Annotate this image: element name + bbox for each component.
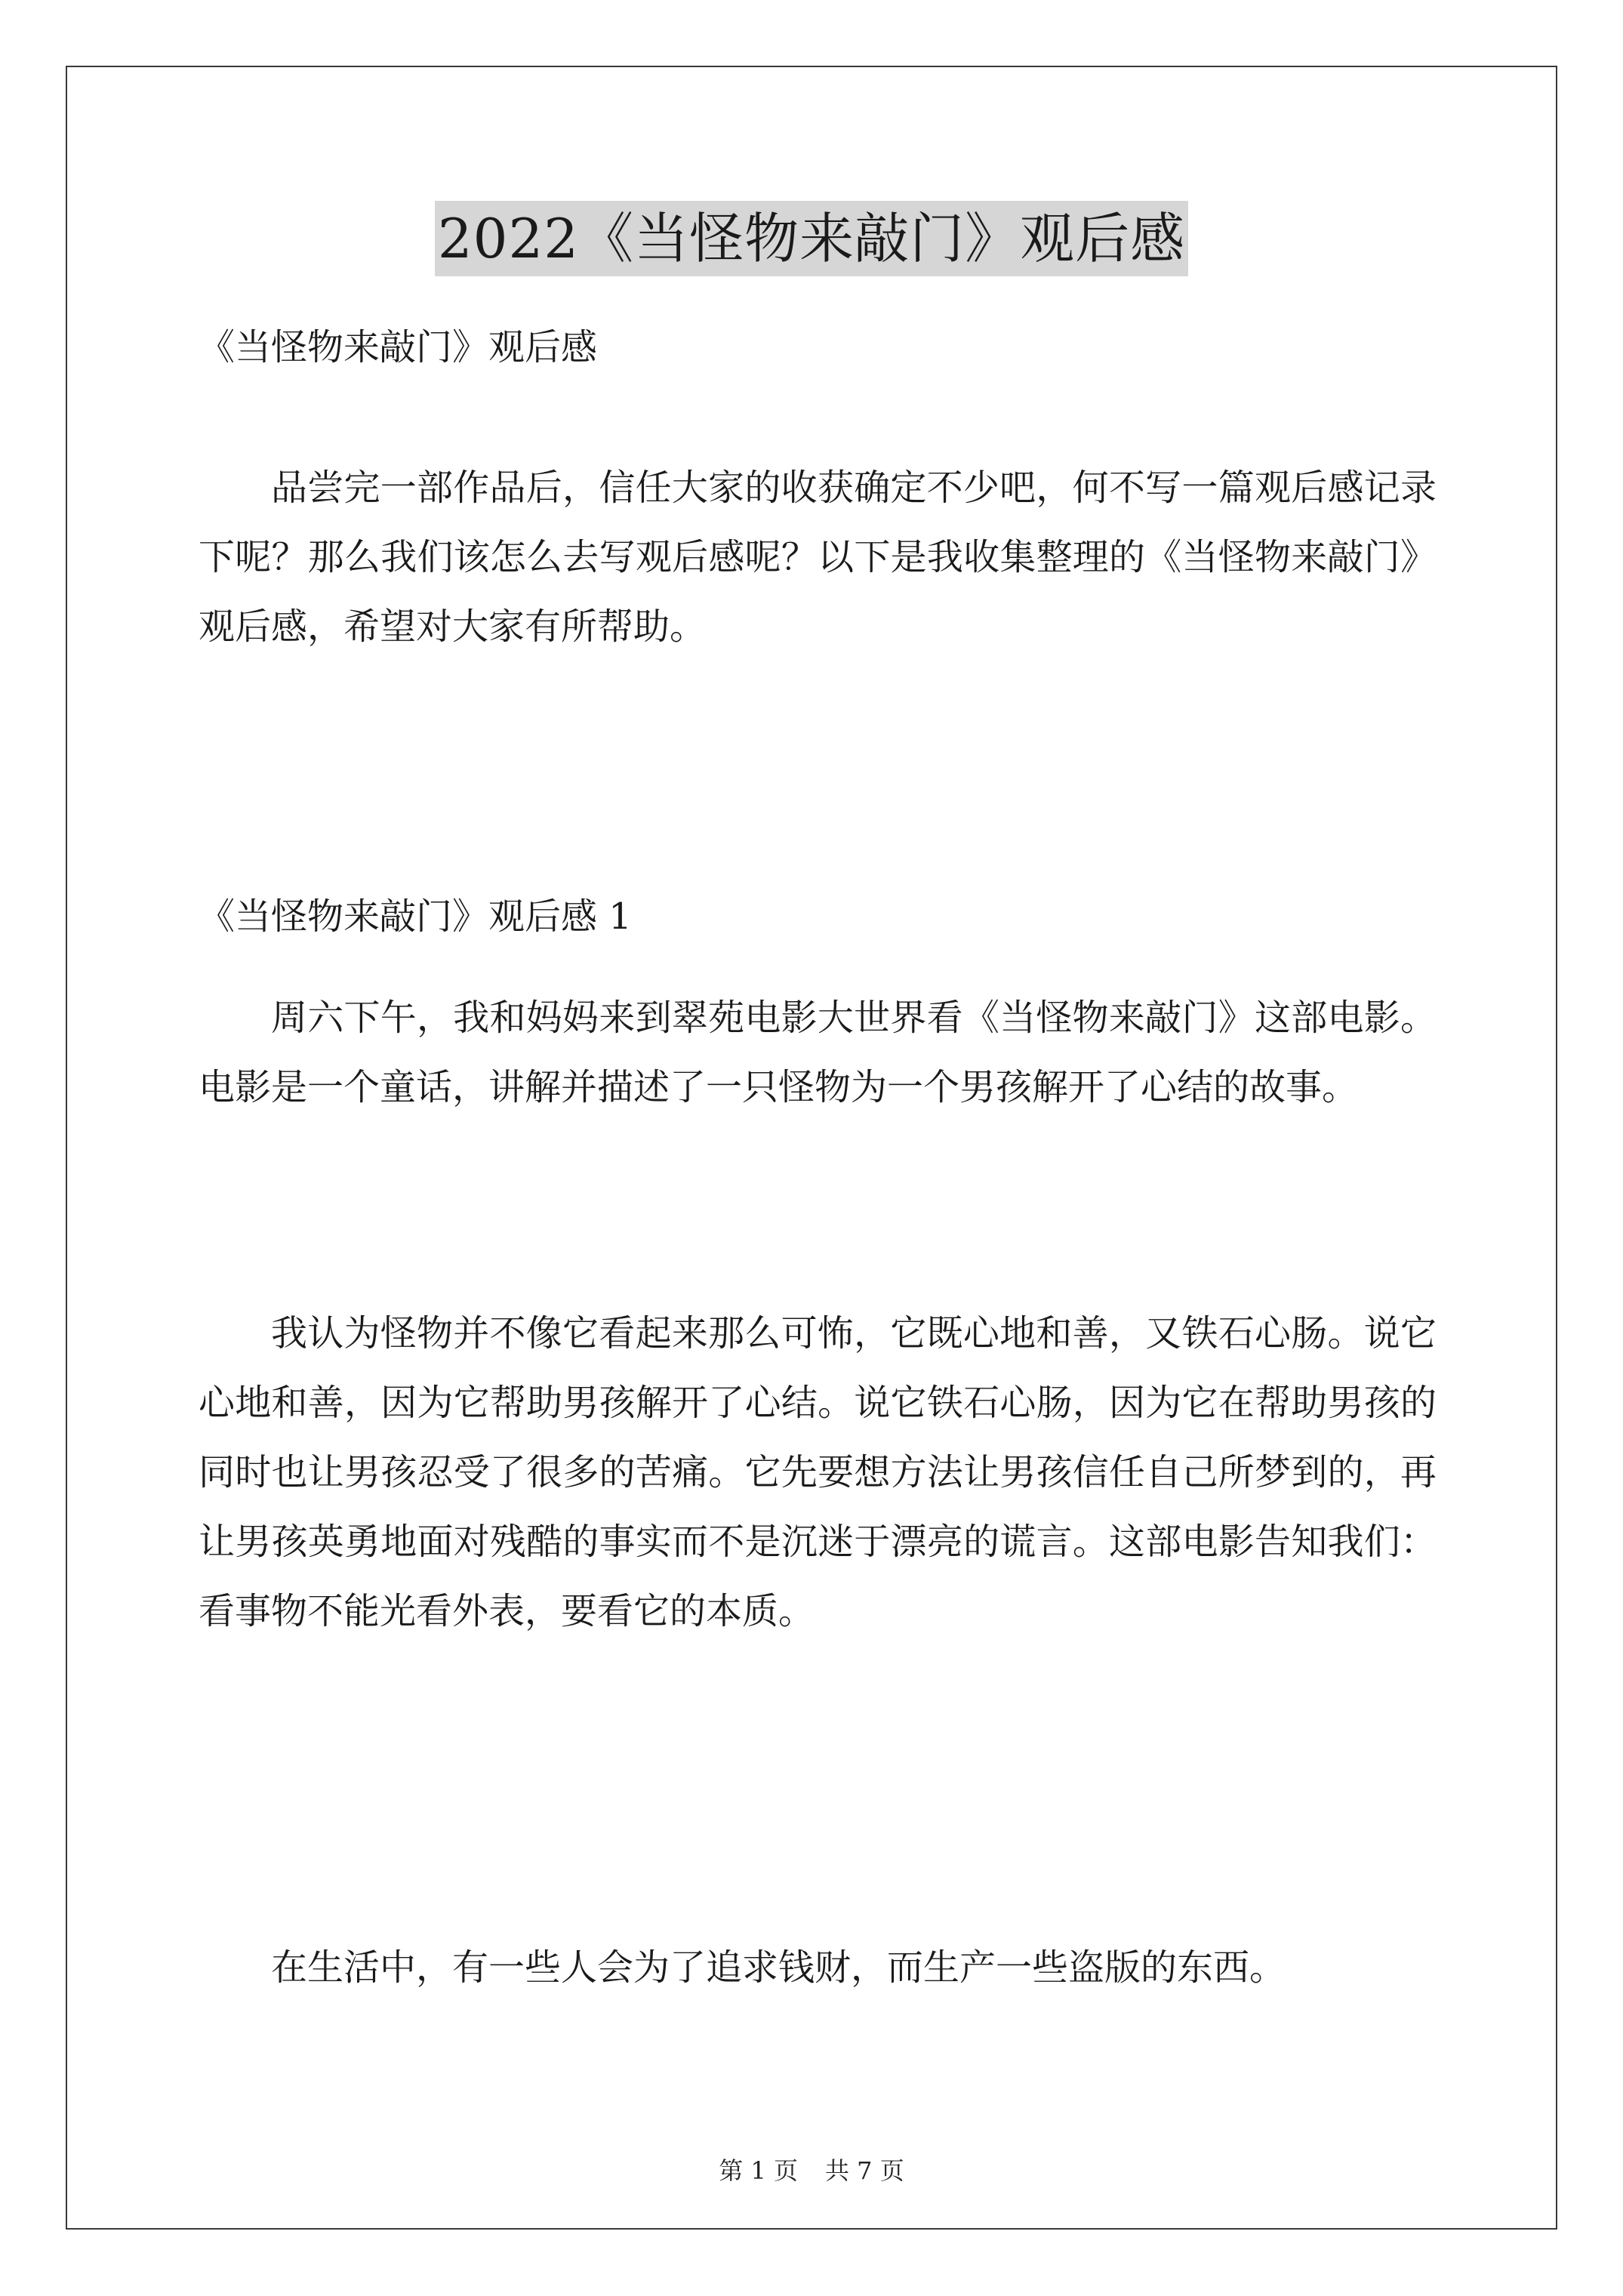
title-container <box>0 201 1623 276</box>
page-total: 共 7 页 <box>825 2156 904 2185</box>
page-border <box>66 66 1557 2230</box>
document-title: 2022《当怪物来敲门》观后感 <box>435 201 1188 276</box>
page-number: 第 1 页 <box>719 2156 798 2185</box>
page-footer <box>0 2156 1623 2186</box>
body-paragraph-1: 周六下午，我和妈妈来到翠苑电影大世界看《当怪物来敲门》这部电影。电影是一个童话，讲解并描述了一只怪物为一个男孩解开了心结的故事。 <box>199 997 1437 1108</box>
document-subtitle: 《当怪物来敲门》观后感 <box>199 326 598 368</box>
section-heading: 《当怪物来敲门》观后感 1 <box>199 895 632 938</box>
body-paragraph-3: 在生活中，有一些人会为了追求钱财，而生产一些盗版的东西。 <box>271 1946 1286 1989</box>
body-paragraph-2: 我认为怪物并不像它看起来那么可怖，它既心地和善，又铁石心肠。说它心地和善，因为它帮助男孩解开了心结。说它铁石心肠，因为它在帮助男孩的同时也让男孩忍受了很多的苦痛。它先要想方法让男孩信任自己所梦到的，再让男孩英勇地面对残酷的事实而不是沉迷于漂亮的谎言。这部电影告知我们：看事物不能光看外表，要看它的本质。 <box>199 1312 1437 1632</box>
intro-paragraph: 品尝完一部作品后，信任大家的收获确定不少吧，何不写一篇观后感记录下呢？那么我们该怎么去写观后感呢？以下是我收集整理的《当怪物来敲门》观后感，希望对大家有所帮助。 <box>199 467 1437 648</box>
